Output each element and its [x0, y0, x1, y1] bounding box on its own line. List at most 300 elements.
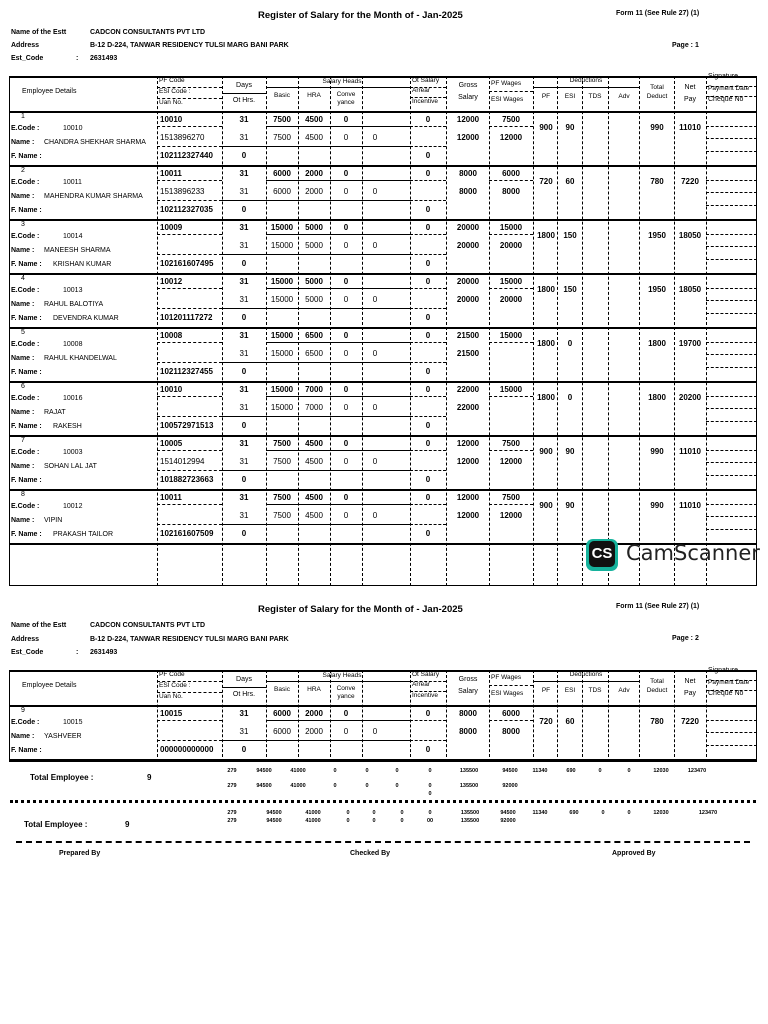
- employee-separator: [9, 327, 757, 329]
- total-deduction: 1800: [648, 393, 666, 402]
- esi-deduction: 0: [567, 339, 573, 348]
- ecode-label: E.Code :: [11, 719, 40, 726]
- hra-rate: 6500: [305, 331, 323, 340]
- totals-separator: [10, 800, 756, 803]
- header-pf-wages: PF Wages: [491, 80, 522, 87]
- header-adv: Adv: [618, 687, 630, 694]
- estt-label: Name of the Estt: [11, 29, 67, 36]
- ot-salary: 0: [425, 331, 431, 340]
- days-paid: 31: [239, 727, 249, 736]
- total-value: 135500: [459, 783, 479, 789]
- column-divider: [582, 76, 583, 586]
- fname-label: F. Name :: [11, 261, 42, 268]
- code-divider: [157, 342, 222, 343]
- wages-divider: [489, 450, 533, 451]
- gross-rate: 12000: [456, 115, 480, 124]
- header-signature: Signature: [708, 667, 738, 674]
- pf-code: 10009: [160, 223, 183, 232]
- paid-divider: [266, 200, 410, 201]
- total-deduction: 1950: [648, 285, 666, 294]
- days-divider: [222, 200, 266, 201]
- est-code-colon: :: [76, 55, 79, 62]
- header-top-rule: [9, 670, 757, 672]
- hra-rate: 2000: [305, 709, 323, 718]
- code-divider: [157, 504, 222, 505]
- employee-serial: 9: [21, 707, 25, 714]
- header-payment-date: Payment Date: [708, 679, 750, 686]
- header-top-rule: [9, 76, 757, 78]
- column-divider: [446, 670, 447, 762]
- uan-number: 102112327035: [160, 205, 213, 214]
- conveyance-paid: 0: [343, 187, 349, 196]
- signature-line: [706, 138, 757, 139]
- header-esi: ESI: [564, 93, 576, 100]
- total-value: 94500: [256, 768, 272, 774]
- esi-wages: 8000: [502, 187, 520, 196]
- header-pf-code: PF Code: [159, 77, 185, 84]
- other-paid: 0: [372, 457, 378, 466]
- pf-deduction: 1800: [537, 339, 555, 348]
- uan-number: 000000000000: [160, 745, 214, 754]
- column-divider: [639, 670, 640, 762]
- ot-salary: 0: [425, 493, 431, 502]
- column-divider: [222, 670, 223, 762]
- total-value: 94500: [502, 768, 518, 774]
- pf-deduction: 720: [539, 177, 553, 186]
- paid-divider: [266, 524, 410, 525]
- basic-paid: 15000: [270, 403, 294, 412]
- est-code-colon-2: :: [76, 649, 79, 656]
- hra-rate: 7000: [305, 385, 323, 394]
- ecode-label: E.Code :: [11, 179, 40, 186]
- ecode-label: E.Code :: [11, 287, 40, 294]
- ot-salary: 0: [425, 115, 431, 124]
- paid-divider: [266, 146, 410, 147]
- days-fixed: 31: [239, 223, 249, 232]
- name-label: Name :: [11, 517, 35, 524]
- pf-wages: 6000: [502, 169, 520, 178]
- employee-serial: 1: [21, 113, 25, 120]
- pf-wages: 7500: [502, 493, 520, 502]
- employee-separator: [9, 435, 757, 437]
- header-gross-salary: Salary: [458, 94, 478, 101]
- gross-paid: 8000: [459, 187, 477, 196]
- column-divider: [674, 76, 675, 586]
- header-conveyance: Conve: [336, 685, 356, 692]
- rates-divider: [266, 234, 410, 235]
- days-paid: 31: [239, 241, 249, 250]
- esi-wages: 12000: [499, 457, 523, 466]
- total-employee-count-2: 9: [125, 820, 130, 829]
- net-pay: 11010: [679, 123, 701, 132]
- wages-divider: [489, 234, 533, 235]
- employee-separator: [9, 489, 757, 491]
- conveyance-rate: 0: [343, 223, 349, 232]
- signature-line: [706, 462, 757, 463]
- header-gross-salary: Salary: [458, 688, 478, 695]
- total-value: 0: [428, 810, 432, 816]
- ot-divider: [410, 146, 446, 147]
- pf-code: 10005: [160, 439, 183, 448]
- header-sub-divider: [222, 93, 266, 94]
- ot-hours: 0: [241, 475, 247, 484]
- ot-salary: 0: [425, 385, 431, 394]
- pf-code: 10015: [160, 709, 183, 718]
- header-incentive: Incentive: [412, 98, 439, 105]
- header-arrear: Arrear: [412, 87, 431, 94]
- pf-code: 10010: [160, 385, 183, 394]
- rates-divider: [266, 126, 410, 127]
- pf-deduction: 1800: [537, 231, 555, 240]
- header-employee-details: Employee Details: [22, 682, 77, 689]
- total-value: 0: [395, 783, 399, 789]
- hra-paid: 6500: [305, 349, 323, 358]
- signature-line: [706, 288, 757, 289]
- days-fixed: 31: [239, 493, 249, 502]
- total-value: 279: [227, 768, 237, 774]
- basic-rate: 7500: [273, 439, 291, 448]
- code-divider: [157, 308, 222, 309]
- basic-rate: 6000: [273, 169, 291, 178]
- pf-code: 10008: [160, 331, 183, 340]
- hra-paid: 5000: [305, 295, 323, 304]
- total-value: 11340: [532, 810, 548, 816]
- fname-label: F. Name :: [11, 477, 42, 484]
- header-sub-divider: [706, 86, 757, 87]
- basic-rate: 6000: [273, 709, 291, 718]
- hra-paid: 2000: [305, 187, 323, 196]
- hra-rate: 4500: [305, 115, 323, 124]
- conveyance-paid: 0: [343, 727, 349, 736]
- column-divider: [330, 76, 331, 586]
- total-value: 41000: [290, 768, 306, 774]
- net-pay: 19700: [678, 339, 702, 348]
- code-divider: [157, 126, 222, 127]
- header-gross: Gross: [458, 82, 478, 89]
- gross-paid: 22000: [456, 403, 480, 412]
- ot-hours: 0: [241, 205, 247, 214]
- form-reference-2: Form 11 (See Rule 27) (1): [616, 603, 700, 610]
- total-value: 0: [598, 768, 602, 774]
- code-divider: [157, 396, 222, 397]
- total-value: 0: [627, 768, 631, 774]
- conveyance-rate: 0: [343, 277, 349, 286]
- conveyance-paid: 0: [343, 457, 349, 466]
- header-net: Net: [684, 84, 696, 91]
- incentive: 0: [425, 475, 431, 484]
- total-value: 135500: [460, 818, 480, 824]
- column-divider: [706, 670, 707, 762]
- gross-rate: 8000: [459, 709, 477, 718]
- address-label-2: Address: [11, 636, 40, 643]
- signature-line: [706, 151, 757, 152]
- total-employee-label: Total Employee :: [30, 773, 94, 782]
- paid-divider: [266, 362, 410, 363]
- column-divider: [639, 76, 640, 586]
- total-value: 94500: [266, 810, 282, 816]
- name-label: Name :: [11, 139, 35, 146]
- conveyance-rate: 0: [343, 385, 349, 394]
- header-esi-wages: ESI Wages: [491, 690, 524, 697]
- total-deduction: 990: [650, 501, 664, 510]
- pf-deduction: 900: [539, 501, 553, 510]
- days-paid: 31: [239, 511, 249, 520]
- camscanner-logo-icon: [586, 539, 618, 571]
- header-net-pay: Pay: [683, 96, 697, 103]
- uan-number: 102112327440: [160, 151, 213, 160]
- conveyance-rate: 0: [343, 439, 349, 448]
- column-divider: [674, 670, 675, 762]
- name-label: Name :: [11, 463, 35, 470]
- ot-salary: 0: [425, 709, 431, 718]
- basic-paid: 7500: [273, 457, 291, 466]
- code-divider: [157, 146, 222, 147]
- rates-divider: [266, 450, 410, 451]
- header-sub-divider: [266, 87, 410, 88]
- uan-number: 102112327455: [160, 367, 213, 376]
- code-divider: [157, 524, 222, 525]
- gross-paid: 12000: [456, 133, 480, 142]
- camscanner-logo-text: CS: [589, 541, 615, 567]
- conveyance-paid: 0: [343, 241, 349, 250]
- header-conveyance-2: yance: [337, 693, 355, 700]
- column-divider: [489, 76, 490, 586]
- conveyance-paid: 0: [343, 511, 349, 520]
- gross-paid: 8000: [459, 727, 477, 736]
- other-paid: 0: [372, 187, 378, 196]
- prepared-by: Prepared By: [59, 850, 101, 857]
- conveyance-paid: 0: [343, 133, 349, 142]
- signature-line: [706, 342, 757, 343]
- ot-salary: 0: [425, 223, 431, 232]
- employee-name: SOHAN LAL JAT: [44, 463, 97, 470]
- employee-serial: 6: [21, 383, 25, 390]
- esi-wages: 12000: [499, 133, 523, 142]
- hra-rate: 2000: [305, 169, 323, 178]
- code-divider: [157, 740, 222, 741]
- ecode-label: E.Code :: [11, 395, 40, 402]
- code-divider: [157, 362, 222, 363]
- employee-name: YASHVEER: [44, 733, 82, 740]
- rates-divider: [266, 396, 410, 397]
- name-label: Name :: [11, 409, 35, 416]
- net-pay: 11010: [679, 501, 701, 510]
- estt-label-2: Name of the Estt: [11, 622, 67, 629]
- hra-rate: 4500: [305, 439, 323, 448]
- signature-line: [706, 313, 757, 314]
- incentive: 0: [425, 421, 431, 430]
- hra-rate: 4500: [305, 493, 323, 502]
- address-value-2: B-12 D-224, TANWAR RESIDENCY TULSI MARG BANI PARK: [90, 636, 289, 643]
- column-divider: [362, 76, 363, 586]
- name-label: Name :: [11, 301, 35, 308]
- incentive: 0: [425, 205, 431, 214]
- ot-divider: [410, 200, 446, 201]
- pf-wages: 7500: [502, 439, 520, 448]
- employee-name: VIPIN: [44, 517, 63, 524]
- total-deduction: 990: [650, 447, 664, 456]
- column-divider: [533, 76, 534, 586]
- name-label: Name :: [11, 355, 35, 362]
- basic-rate: 15000: [270, 277, 294, 286]
- net-pay: 7220: [681, 717, 699, 726]
- esi-deduction: 60: [565, 717, 575, 726]
- fname-label: F. Name :: [11, 315, 42, 322]
- signature-line: [706, 421, 757, 422]
- rates-divider: [266, 720, 410, 721]
- basic-paid: 7500: [273, 511, 291, 520]
- header-sub-divider: [410, 681, 446, 682]
- signature-line: [706, 408, 757, 409]
- other-paid: 0: [372, 511, 378, 520]
- header-sub-divider: [706, 680, 757, 681]
- gross-rate: 8000: [459, 169, 477, 178]
- page-number-2: Page : 2: [672, 635, 699, 642]
- days-fixed: 31: [239, 169, 249, 178]
- employee-serial: 8: [21, 491, 25, 498]
- est-code-value: 2631493: [90, 55, 118, 62]
- total-value: 0: [333, 768, 337, 774]
- basic-rate: 15000: [270, 385, 294, 394]
- header-arrear: Arrear: [412, 681, 431, 688]
- employee-separator: [9, 219, 757, 221]
- fname-label: F. Name :: [11, 153, 42, 160]
- register-title-2: Register of Salary for the Month of - Jan-2025: [258, 604, 463, 615]
- incentive: 0: [425, 313, 431, 322]
- ot-divider: [410, 740, 446, 741]
- gross-rate: 20000: [456, 223, 480, 232]
- uan-number: 100572971513: [160, 421, 214, 430]
- page-number: Page : 1: [672, 42, 699, 49]
- esi-deduction: 150: [563, 231, 577, 240]
- footer-separator: [16, 841, 750, 843]
- basic-paid: 15000: [270, 349, 294, 358]
- rates-divider: [266, 504, 410, 505]
- ecode-label: E.Code :: [11, 449, 40, 456]
- ot-salary: 0: [425, 169, 431, 178]
- employee-serial: 4: [21, 275, 25, 282]
- days-fixed: 31: [239, 439, 249, 448]
- name-label: Name :: [11, 193, 35, 200]
- est-code-value-2: 2631493: [90, 649, 118, 656]
- uan-number: 101882723663: [160, 475, 214, 484]
- header-bottom-rule: [9, 705, 757, 707]
- total-value: 0: [365, 768, 369, 774]
- header-sub-divider: [489, 91, 533, 92]
- basic-paid: 15000: [270, 241, 294, 250]
- header-uan-no: Uan No.: [159, 99, 183, 106]
- ot-divider: [410, 308, 446, 309]
- total-value: 12030: [653, 768, 669, 774]
- days-fixed: 31: [239, 277, 249, 286]
- ot-divider: [410, 342, 446, 343]
- hra-paid: 4500: [305, 133, 323, 142]
- column-divider: [410, 670, 411, 762]
- wages-divider: [489, 504, 533, 505]
- days-divider: [222, 362, 266, 363]
- header-incentive: Incentive: [412, 692, 439, 699]
- ot-divider: [410, 126, 446, 127]
- other-paid: 0: [372, 727, 378, 736]
- header-pf-code: PF Code: [159, 671, 185, 678]
- form-reference: Form 11 (See Rule 27) (1): [616, 10, 700, 17]
- rates-divider: [266, 180, 410, 181]
- header-total-deduct: Deduct: [646, 687, 668, 694]
- basic-rate: 7500: [273, 493, 291, 502]
- ot-salary: 0: [425, 439, 431, 448]
- checked-by: Checked By: [350, 850, 391, 857]
- header-sub-divider: [706, 96, 757, 97]
- hra-paid: 5000: [305, 241, 323, 250]
- header-net: Net: [684, 678, 696, 685]
- total-value: 41000: [290, 783, 306, 789]
- ot-divider: [410, 470, 446, 471]
- header-sub-divider: [533, 681, 639, 682]
- ot-hours: 0: [241, 259, 247, 268]
- ot-divider: [410, 180, 446, 181]
- wages-divider: [489, 288, 533, 289]
- header-salary-heads: Salary Heads: [322, 78, 362, 85]
- conveyance-rate: 0: [343, 115, 349, 124]
- header-tds: TDS: [588, 687, 602, 694]
- header-total: Total: [650, 84, 664, 91]
- gross-paid: 12000: [456, 457, 480, 466]
- ot-divider: [410, 416, 446, 417]
- signature-line: [706, 192, 757, 193]
- code-divider: [157, 450, 222, 451]
- header-conveyance-2: yance: [337, 99, 355, 106]
- total-value: 94500: [500, 810, 516, 816]
- gross-rate: 21500: [456, 331, 480, 340]
- name-label: Name :: [11, 733, 35, 740]
- employee-separator: [9, 273, 757, 275]
- employee-end-rule: [9, 759, 757, 761]
- signature-line: [706, 354, 757, 355]
- header-sub-divider: [157, 692, 222, 693]
- days-divider: [222, 308, 266, 309]
- signature-line: [706, 205, 757, 206]
- header-days: Days: [236, 676, 252, 683]
- column-divider: [222, 76, 223, 586]
- header-payment-date: Payment Date: [708, 85, 750, 92]
- ot-divider: [410, 524, 446, 525]
- ot-divider: [410, 288, 446, 289]
- camscanner-text: CamScanner: [626, 541, 760, 565]
- days-fixed: 31: [239, 709, 249, 718]
- paid-divider: [266, 740, 410, 741]
- header-deductions: Deductions: [569, 77, 603, 84]
- days-divider: [222, 254, 266, 255]
- header-sub-divider: [157, 87, 222, 88]
- conveyance-paid: 0: [343, 349, 349, 358]
- employee-code: 10010: [63, 125, 83, 132]
- signature-line: [706, 300, 757, 301]
- address-label: Address: [11, 42, 40, 49]
- incentive: 0: [425, 745, 431, 754]
- signature-line: [706, 745, 757, 746]
- header-gross: Gross: [458, 676, 478, 683]
- incentive: 0: [425, 151, 431, 160]
- esi-deduction: 90: [565, 501, 575, 510]
- total-value: 92000: [502, 783, 518, 789]
- esi-wages: 12000: [499, 511, 523, 520]
- total-value: 135500: [460, 810, 480, 816]
- header-sub-divider: [222, 687, 266, 688]
- esi-deduction: 90: [565, 123, 575, 132]
- total-value: 92000: [500, 818, 516, 824]
- total-value: 41000: [305, 818, 321, 824]
- pf-wages: 7500: [502, 115, 520, 124]
